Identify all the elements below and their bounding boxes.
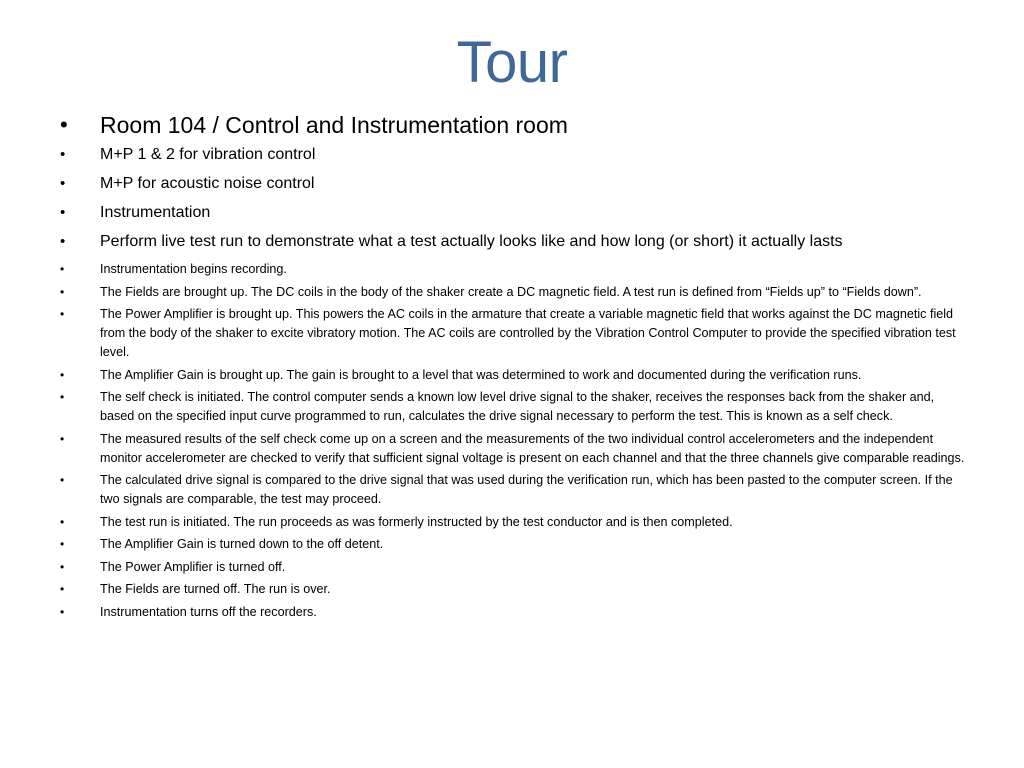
bullet-icon: • (60, 514, 65, 529)
bullet-item (0, 283, 1024, 302)
bullet-item (0, 260, 1024, 279)
bullet-item (0, 144, 1024, 165)
bullet-icon: • (60, 262, 65, 276)
bullet-text: The test run is initiated. The run proceeds as was formerly instructed by the test conductor and is then completed. (100, 514, 733, 529)
bullet-icon: • (60, 604, 65, 619)
bullet-text: Instrumentation turns off the recorders. (100, 604, 317, 619)
bullet-item (0, 108, 1024, 142)
bullet-text: The Power Amplifier is turned off. (100, 559, 286, 574)
bullet-item (0, 366, 1024, 385)
bullet-text: The Power Amplifier is brought up. This powers the AC coils in the armature that create a variable magnetic field that works against the DC magnetic field from the body of the shaker to excite vibratory motion. The AC coils are controlled by the Vibration Control Computer to provide the specified vibration test level. (100, 307, 956, 359)
bullet-text: The Amplifier Gain is turned down to the off detent. (100, 537, 384, 551)
bullet-text: Room 104 / Control and Instrumentation room (100, 112, 568, 138)
bullet-text: M+P 1 & 2 for vibration control (100, 146, 316, 163)
bullet-icon: • (60, 473, 65, 487)
bullet-text: Instrumentation begins recording. (100, 262, 287, 276)
bullet-icon: • (60, 307, 65, 321)
bullet-item (0, 173, 1024, 194)
bullet-text: The Fields are brought up. The DC coils in the body of the shaker create a DC magnetic field. A test run is defined from “Fields up” to “Fields down”. (100, 284, 922, 299)
bullet-icon: • (60, 204, 66, 221)
bullet-text: Perform live test run to demonstrate what a test actually looks like and how long (or short) it actually lasts (100, 233, 843, 250)
bullet-item (0, 603, 1024, 622)
bullet-item (0, 580, 1024, 599)
bullet-icon: • (60, 390, 65, 404)
bullet-text: The measured results of the self check come up on a screen and the measurements of the two individual control accelerometers and the independent monitor accelerometer are checked to verify that sufficient signal voltage is present on each channel and that the three channels give comparable readings. (100, 431, 965, 465)
bullet-text: The calculated drive signal is compared to the drive signal that was used during the verification run, which has been pasted to the computer screen. If the two signals are comparable, the test may proceed. (100, 473, 953, 506)
bullet-text: Instrumentation (100, 204, 211, 221)
bullet-icon: • (60, 175, 66, 192)
bullet-item (0, 558, 1024, 577)
bullet-item (0, 471, 1024, 509)
bullet-icon: • (60, 559, 65, 574)
bullet-icon: • (60, 146, 66, 163)
bullet-item (0, 231, 1024, 252)
bullet-icon: • (60, 582, 65, 596)
bullet-item (0, 513, 1024, 532)
bullet-item (0, 202, 1024, 223)
bullet-text: The Amplifier Gain is brought up. The gain is brought to a level that was determined to work and documented during the verification runs. (100, 367, 862, 382)
bullet-text: The self check is initiated. The control computer sends a known low level drive signal to the shaker, receives the responses back from the shaker and, based on the specified input curve programmed to run, calculates the drive signal necessary to perform the test. This is known as a self check. (100, 390, 935, 423)
bullet-icon: • (60, 367, 65, 382)
bullet-text: M+P for acoustic noise control (100, 175, 315, 192)
bullet-text: The Fields are turned off. The run is over. (100, 582, 331, 596)
slide-title: Tour (456, 30, 568, 95)
bullet-item (0, 388, 1024, 426)
bullet-list (0, 108, 1024, 625)
bullet-item (0, 305, 1024, 362)
bullet-item (0, 535, 1024, 554)
bullet-icon: • (60, 233, 66, 250)
bullet-item (0, 430, 1024, 468)
bullet-icon: • (60, 431, 65, 446)
bullet-icon: • (60, 284, 65, 299)
bullet-icon: • (60, 537, 65, 551)
bullet-icon: • (60, 112, 68, 137)
